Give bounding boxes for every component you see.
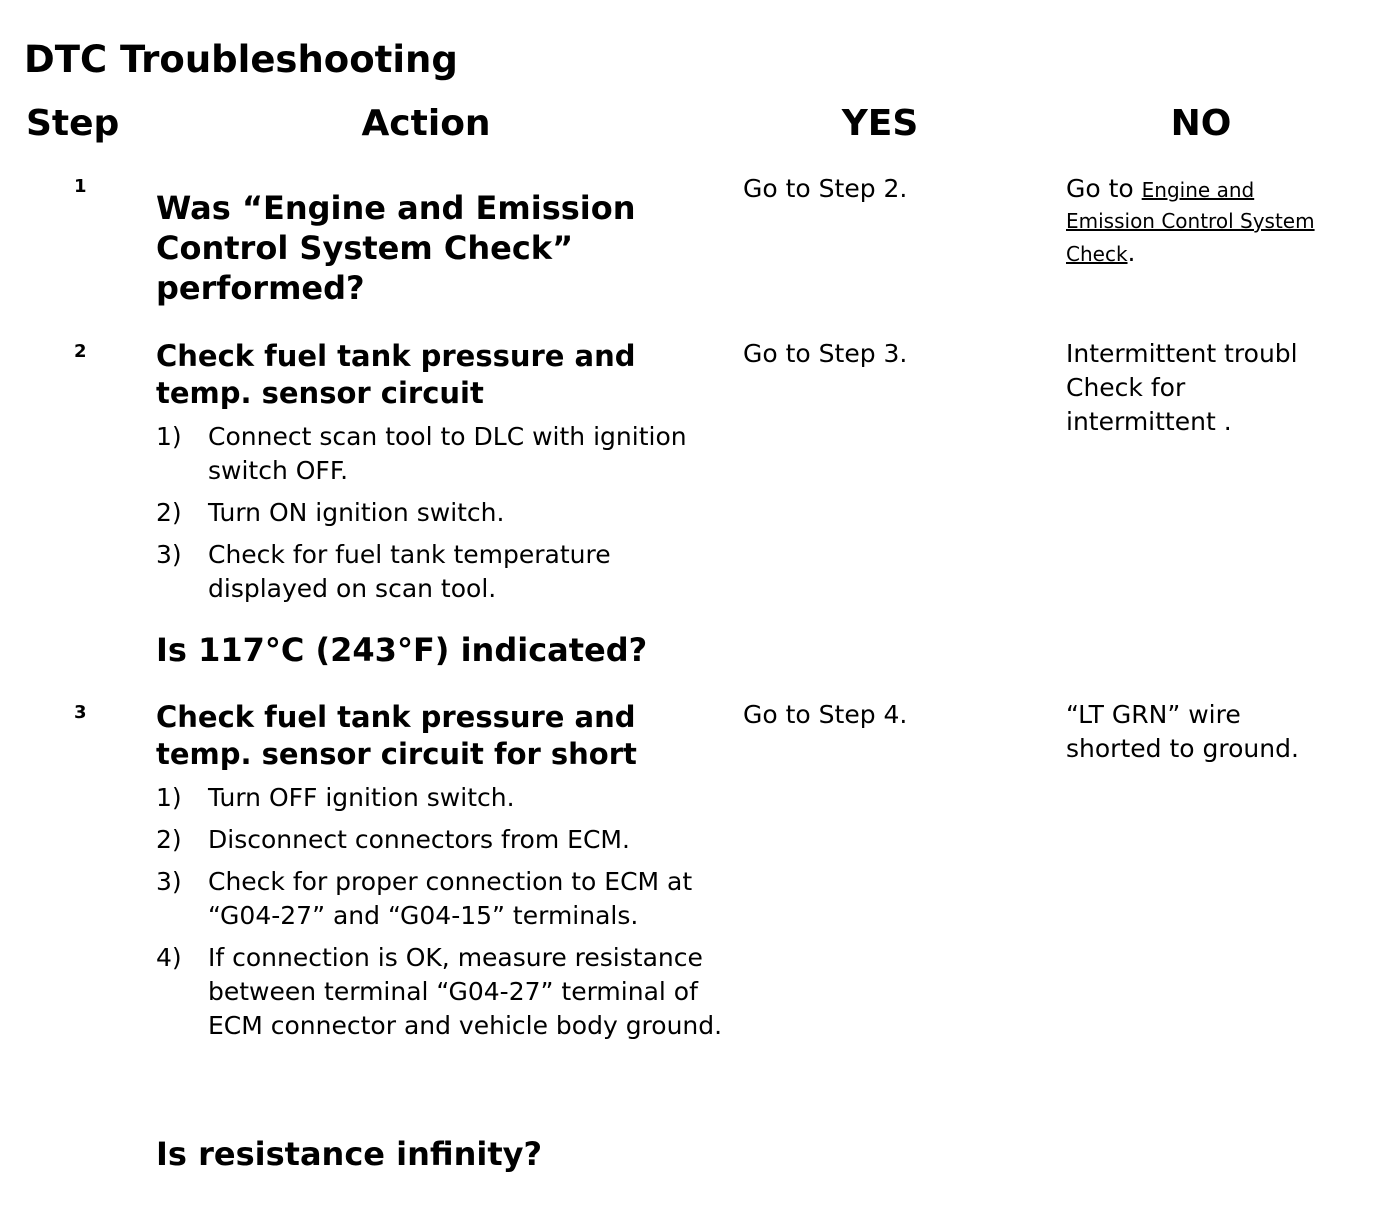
step-2-no-result: Intermittent troubl Check for intermittent . [1066,339,1298,436]
engine-emission-check-link-line3[interactable]: Check [1066,242,1128,266]
engine-emission-check-link-line2[interactable]: Emission Control System [1066,209,1315,233]
step-2-question: Is 117°C (243°F) indicated? [156,631,648,669]
step-1-no-prefix: Go to [1066,174,1134,203]
step-3-heading: Check fuel tank pressure and temp. sensor circuit for short [156,700,637,771]
step-1-no-suffix: . [1127,238,1136,267]
column-header-no: NO [1170,103,1232,144]
list-item: 1) Connect scan tool to DLC with ignition switch OFF. [156,422,687,485]
step-number-2: 2 [74,341,87,362]
step-1-no-result [1066,172,1366,269]
step-2-yes-result: Go to Step 3. [743,339,908,368]
column-header-step: Step [26,103,120,144]
list-item: 3) Check for fuel tank temperature displayed on scan tool. [156,540,611,603]
step-1-question: Was “Engine and Emission Control System Check” performed? [156,189,636,307]
step-3-substeps [156,781,726,1051]
column-header-yes: YES [841,103,919,144]
step-number-1: 1 [74,176,87,197]
step-number-3: 3 [74,702,87,723]
step-2-heading: Check fuel tank pressure and temp. sensor circuit [156,339,636,410]
column-header-action: Action [361,103,491,144]
page-title: DTC Troubleshooting [24,38,458,81]
list-item: 2) Disconnect connectors from ECM. [156,825,630,854]
step-3-question: Is resistance infinity? [156,1135,543,1173]
step-1-yes-result: Go to Step 2. [743,174,908,203]
list-item: 2) Turn ON ignition switch. [156,498,505,527]
engine-emission-check-link-line1[interactable]: Engine and [1141,178,1255,202]
list-item: 4) If connection is OK, measure resistance between terminal “G04-27” terminal of ECM connector and vehicle body ground. [156,943,723,1040]
list-item: 3) Check for proper connection to ECM at “G04-27” and “G04-15” terminals. [156,867,693,930]
step-2-substeps [156,420,726,614]
list-item: 1) Turn OFF ignition switch. [156,783,515,812]
step-3-yes-result: Go to Step 4. [743,700,908,729]
step-3-no-result: “LT GRN” wire shorted to ground. [1066,700,1299,763]
